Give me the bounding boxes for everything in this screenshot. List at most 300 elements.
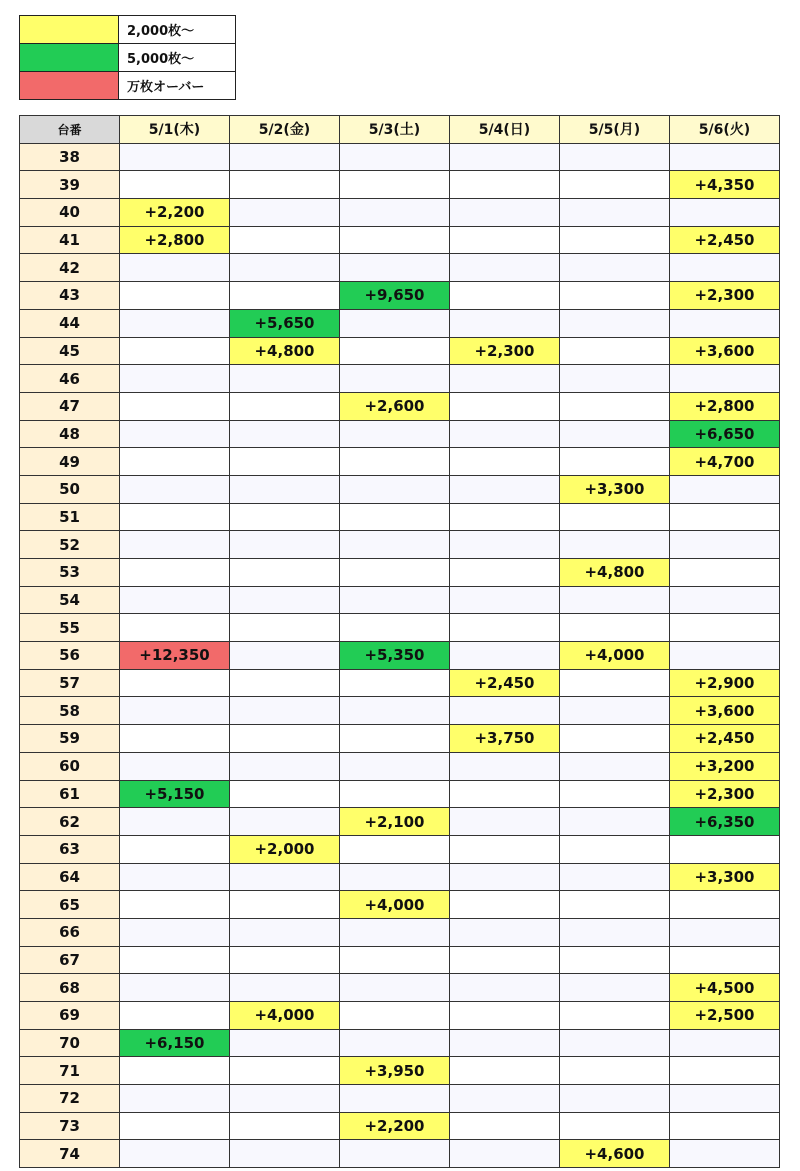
machine-number: 49	[20, 448, 120, 476]
result-cell	[120, 808, 230, 836]
result-cell	[560, 697, 670, 725]
result-cell	[450, 642, 560, 670]
table-row	[20, 1057, 780, 1085]
result-cell	[230, 420, 340, 448]
machine-number: 65	[20, 891, 120, 919]
result-cell	[230, 669, 340, 697]
result-cell	[120, 1085, 230, 1113]
machine-number: 61	[20, 780, 120, 808]
result-cell	[340, 226, 450, 254]
machine-number: 48	[20, 420, 120, 448]
result-cell	[560, 365, 670, 393]
machine-number: 74	[20, 1140, 120, 1168]
result-cell	[670, 918, 780, 946]
result-cell	[560, 974, 670, 1002]
result-cell	[450, 752, 560, 780]
result-cell	[450, 1057, 560, 1085]
result-cell	[120, 725, 230, 753]
result-cell	[340, 835, 450, 863]
table-row	[20, 254, 780, 282]
result-cell: +4,000	[340, 891, 450, 919]
legend-label: 万枚オーバー	[119, 72, 236, 100]
result-cell	[560, 171, 670, 199]
result-cell	[340, 337, 450, 365]
table-row	[20, 226, 780, 254]
machine-number: 50	[20, 475, 120, 503]
result-cell	[560, 531, 670, 559]
result-cell	[120, 669, 230, 697]
result-cell	[670, 1057, 780, 1085]
result-cell	[120, 614, 230, 642]
result-cell	[560, 503, 670, 531]
result-cell	[230, 725, 340, 753]
legend-item	[20, 16, 236, 44]
table-row	[20, 725, 780, 753]
result-cell	[670, 475, 780, 503]
result-cell: +2,800	[120, 226, 230, 254]
machine-number: 53	[20, 559, 120, 587]
table-row	[20, 780, 780, 808]
legend-item	[20, 44, 236, 72]
result-cell	[340, 614, 450, 642]
result-cell	[560, 420, 670, 448]
result-cell	[340, 1085, 450, 1113]
machine-number: 39	[20, 171, 120, 199]
result-cell	[120, 586, 230, 614]
result-cell: +4,800	[560, 559, 670, 587]
result-cell	[230, 863, 340, 891]
result-cell	[670, 254, 780, 282]
result-cell	[560, 1085, 670, 1113]
table-row	[20, 946, 780, 974]
result-cell	[230, 891, 340, 919]
table-row	[20, 614, 780, 642]
result-cell	[230, 226, 340, 254]
result-cell	[340, 669, 450, 697]
result-cell	[230, 282, 340, 310]
result-cell	[560, 1112, 670, 1140]
result-cell	[670, 531, 780, 559]
result-cell	[450, 392, 560, 420]
result-cell	[340, 503, 450, 531]
result-cell	[230, 1112, 340, 1140]
result-cell: +3,750	[450, 725, 560, 753]
result-cell	[450, 475, 560, 503]
result-cell	[560, 835, 670, 863]
machine-number: 54	[20, 586, 120, 614]
result-cell: +2,300	[450, 337, 560, 365]
result-cell	[120, 392, 230, 420]
result-cell	[340, 254, 450, 282]
result-cell	[450, 559, 560, 587]
result-cell	[670, 642, 780, 670]
result-cell	[670, 946, 780, 974]
machine-number-header: 台番	[20, 116, 120, 144]
machine-number: 45	[20, 337, 120, 365]
table-row	[20, 835, 780, 863]
result-cell	[450, 531, 560, 559]
result-cell	[120, 918, 230, 946]
result-cell	[450, 365, 560, 393]
result-cell: +2,200	[340, 1112, 450, 1140]
result-cell	[450, 863, 560, 891]
result-cell	[230, 808, 340, 836]
machine-number: 64	[20, 863, 120, 891]
result-cell: +4,000	[560, 642, 670, 670]
result-cell	[340, 1002, 450, 1030]
result-cell	[670, 614, 780, 642]
result-cell	[340, 309, 450, 337]
table-row	[20, 1085, 780, 1113]
result-cell	[120, 697, 230, 725]
table-row	[20, 282, 780, 310]
table-row	[20, 559, 780, 587]
result-cell	[340, 365, 450, 393]
table-row	[20, 586, 780, 614]
result-cell	[560, 309, 670, 337]
result-cell	[560, 669, 670, 697]
result-cell	[120, 559, 230, 587]
result-cell	[120, 143, 230, 171]
machine-number: 52	[20, 531, 120, 559]
result-cell	[230, 974, 340, 1002]
result-cell: +12,350	[120, 642, 230, 670]
legend-swatch	[20, 44, 119, 72]
table-row	[20, 697, 780, 725]
machine-number: 43	[20, 282, 120, 310]
result-cell: +2,000	[230, 835, 340, 863]
machine-number: 73	[20, 1112, 120, 1140]
table-row	[20, 1112, 780, 1140]
machine-number: 68	[20, 974, 120, 1002]
result-cell: +2,450	[450, 669, 560, 697]
result-cell	[120, 254, 230, 282]
result-cell	[340, 780, 450, 808]
result-cell: +3,950	[340, 1057, 450, 1085]
result-cell	[230, 199, 340, 227]
result-cell	[560, 891, 670, 919]
result-cell	[230, 918, 340, 946]
result-cell	[560, 752, 670, 780]
machine-number: 44	[20, 309, 120, 337]
result-cell	[560, 282, 670, 310]
result-cell	[450, 199, 560, 227]
date-header: 5/5(月)	[560, 116, 670, 144]
result-cell	[670, 1085, 780, 1113]
result-cell	[560, 254, 670, 282]
result-cell	[230, 586, 340, 614]
result-cell: +2,450	[670, 725, 780, 753]
result-cell	[450, 780, 560, 808]
result-cell	[340, 725, 450, 753]
result-cell	[450, 614, 560, 642]
result-cell	[120, 503, 230, 531]
result-cell	[340, 171, 450, 199]
result-cell	[450, 420, 560, 448]
result-cell	[560, 1057, 670, 1085]
machine-number: 69	[20, 1002, 120, 1030]
result-cell	[230, 254, 340, 282]
result-cell	[120, 448, 230, 476]
result-cell	[120, 1112, 230, 1140]
table-row	[20, 752, 780, 780]
result-cell	[560, 586, 670, 614]
result-cell	[120, 171, 230, 199]
result-cell	[450, 586, 560, 614]
result-cell	[120, 309, 230, 337]
result-cell: +4,800	[230, 337, 340, 365]
result-cell	[120, 1002, 230, 1030]
result-cell	[230, 503, 340, 531]
result-cell: +3,300	[560, 475, 670, 503]
machine-number: 62	[20, 808, 120, 836]
result-cell	[450, 1002, 560, 1030]
result-cell: +6,650	[670, 420, 780, 448]
result-cell	[560, 143, 670, 171]
result-cell: +4,700	[670, 448, 780, 476]
result-cell: +3,300	[670, 863, 780, 891]
result-cell	[340, 475, 450, 503]
machine-number: 66	[20, 918, 120, 946]
result-cell: +2,450	[670, 226, 780, 254]
result-cell	[450, 143, 560, 171]
result-cell	[120, 282, 230, 310]
result-cell	[340, 559, 450, 587]
result-cell	[450, 808, 560, 836]
machine-number: 38	[20, 143, 120, 171]
legend-item	[20, 72, 236, 100]
table-row	[20, 863, 780, 891]
result-cell	[230, 559, 340, 587]
result-cell	[340, 918, 450, 946]
machine-number: 56	[20, 642, 120, 670]
result-cell: +2,500	[670, 1002, 780, 1030]
result-cell	[230, 531, 340, 559]
result-cell	[230, 1057, 340, 1085]
result-cell: +3,200	[670, 752, 780, 780]
result-cell	[120, 475, 230, 503]
result-cell	[340, 531, 450, 559]
result-cell	[450, 448, 560, 476]
table-row	[20, 171, 780, 199]
result-cell	[340, 1029, 450, 1057]
machine-number: 57	[20, 669, 120, 697]
result-cell	[560, 226, 670, 254]
result-cell	[230, 697, 340, 725]
table-row	[20, 974, 780, 1002]
table-row	[20, 808, 780, 836]
result-cell	[450, 891, 560, 919]
result-cell: +9,650	[340, 282, 450, 310]
result-cell	[230, 171, 340, 199]
result-cell	[340, 448, 450, 476]
result-cell	[450, 1085, 560, 1113]
result-cell: +5,650	[230, 309, 340, 337]
result-cell	[450, 254, 560, 282]
machine-number: 41	[20, 226, 120, 254]
result-cell	[560, 614, 670, 642]
result-cell	[120, 1057, 230, 1085]
result-cell	[230, 780, 340, 808]
result-cell	[120, 1140, 230, 1168]
table-row	[20, 337, 780, 365]
result-cell	[670, 1112, 780, 1140]
result-cell: +2,300	[670, 282, 780, 310]
result-cell	[230, 946, 340, 974]
result-cell	[120, 946, 230, 974]
result-cell	[340, 946, 450, 974]
result-cell	[340, 1140, 450, 1168]
machine-number: 63	[20, 835, 120, 863]
result-cell	[670, 586, 780, 614]
table-row	[20, 392, 780, 420]
date-header: 5/1(木)	[120, 116, 230, 144]
table-row	[20, 448, 780, 476]
machine-number: 59	[20, 725, 120, 753]
result-cell	[560, 780, 670, 808]
machine-number: 46	[20, 365, 120, 393]
result-cell	[450, 226, 560, 254]
machine-number: 58	[20, 697, 120, 725]
table-row	[20, 1029, 780, 1057]
result-cell	[230, 752, 340, 780]
result-cell	[120, 365, 230, 393]
color-legend	[19, 15, 236, 100]
table-row	[20, 891, 780, 919]
result-cell	[670, 1140, 780, 1168]
result-cell	[670, 309, 780, 337]
result-cell	[340, 752, 450, 780]
result-cell: +4,350	[670, 171, 780, 199]
table-row	[20, 475, 780, 503]
result-cell	[670, 365, 780, 393]
result-cell	[450, 503, 560, 531]
result-cell	[450, 946, 560, 974]
legend-label: 2,000枚～	[119, 16, 236, 44]
legend-swatch	[20, 16, 119, 44]
result-cell	[670, 559, 780, 587]
result-cell	[230, 448, 340, 476]
result-cell	[450, 282, 560, 310]
result-cell	[670, 143, 780, 171]
result-cell	[450, 1029, 560, 1057]
result-cell: +2,800	[670, 392, 780, 420]
result-cell: +3,600	[670, 337, 780, 365]
result-cell	[340, 199, 450, 227]
result-cell	[670, 199, 780, 227]
result-cell	[230, 392, 340, 420]
table-row	[20, 642, 780, 670]
table-row	[20, 365, 780, 393]
result-cell	[230, 1085, 340, 1113]
result-cell: +2,300	[670, 780, 780, 808]
result-cell	[560, 392, 670, 420]
result-cell	[340, 974, 450, 1002]
table-row	[20, 420, 780, 448]
date-header: 5/4(日)	[450, 116, 560, 144]
table-row	[20, 309, 780, 337]
result-cell	[560, 863, 670, 891]
result-cell	[450, 835, 560, 863]
result-cell	[450, 697, 560, 725]
result-cell: +3,600	[670, 697, 780, 725]
result-cell: +6,150	[120, 1029, 230, 1057]
machine-number: 40	[20, 199, 120, 227]
result-cell: +5,350	[340, 642, 450, 670]
legend-label: 5,000枚～	[119, 44, 236, 72]
machine-number: 67	[20, 946, 120, 974]
result-cell	[120, 337, 230, 365]
result-cell	[450, 918, 560, 946]
result-cell	[560, 725, 670, 753]
table-row	[20, 143, 780, 171]
result-cell	[230, 365, 340, 393]
result-cell	[670, 891, 780, 919]
table-row	[20, 669, 780, 697]
result-cell	[340, 143, 450, 171]
machine-number: 71	[20, 1057, 120, 1085]
table-row	[20, 918, 780, 946]
result-cell	[560, 448, 670, 476]
date-header: 5/6(火)	[670, 116, 780, 144]
result-cell	[450, 1140, 560, 1168]
table-row	[20, 531, 780, 559]
result-cell: +6,350	[670, 808, 780, 836]
result-cell: +4,500	[670, 974, 780, 1002]
result-cell	[120, 863, 230, 891]
result-cell	[560, 808, 670, 836]
result-cell	[670, 1029, 780, 1057]
machine-number: 72	[20, 1085, 120, 1113]
result-cell	[560, 918, 670, 946]
machine-number: 55	[20, 614, 120, 642]
result-cell: +2,600	[340, 392, 450, 420]
result-cell	[120, 835, 230, 863]
result-cell: +2,900	[670, 669, 780, 697]
machine-number: 70	[20, 1029, 120, 1057]
date-header: 5/2(金)	[230, 116, 340, 144]
result-cell	[120, 531, 230, 559]
result-cell: +4,600	[560, 1140, 670, 1168]
table-row	[20, 1140, 780, 1168]
result-cell: +4,000	[230, 1002, 340, 1030]
result-cell	[120, 891, 230, 919]
date-header: 5/3(土)	[340, 116, 450, 144]
table-row	[20, 1002, 780, 1030]
result-cell	[450, 309, 560, 337]
header-row	[20, 116, 780, 144]
result-cell	[230, 614, 340, 642]
legend-swatch	[20, 72, 119, 100]
result-cell	[450, 1112, 560, 1140]
slot-results-table	[19, 115, 780, 1168]
result-cell: +5,150	[120, 780, 230, 808]
result-cell	[230, 1140, 340, 1168]
machine-number: 42	[20, 254, 120, 282]
result-cell	[340, 586, 450, 614]
result-cell	[450, 171, 560, 199]
result-cell	[560, 1002, 670, 1030]
result-cell	[340, 420, 450, 448]
result-cell	[560, 946, 670, 974]
result-cell	[450, 974, 560, 1002]
result-cell: +2,100	[340, 808, 450, 836]
result-cell	[340, 697, 450, 725]
result-cell	[560, 337, 670, 365]
result-cell	[560, 1029, 670, 1057]
result-cell	[120, 974, 230, 1002]
result-cell	[560, 199, 670, 227]
